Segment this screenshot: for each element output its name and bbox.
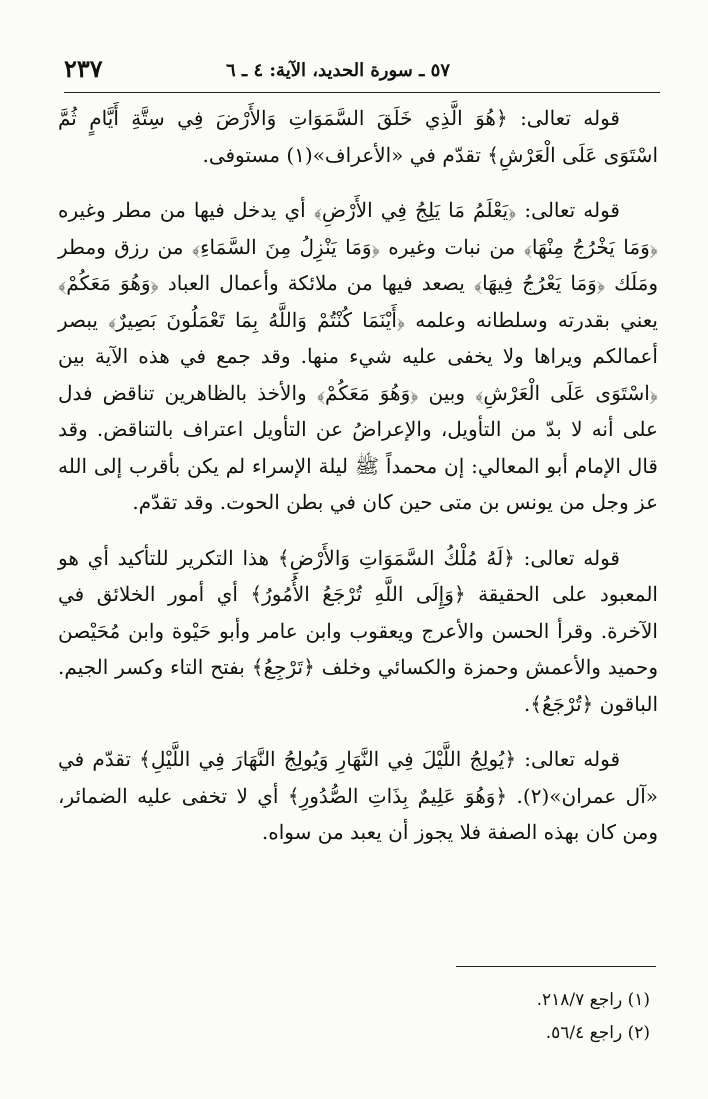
page-number: ٢٣٧ bbox=[64, 54, 103, 83]
page-header bbox=[64, 52, 660, 93]
paragraph-verse-5-mulk: قوله تعالى: ﴿لَهُ مُلْكُ السَّمَوَاتِ وَالأَرْضِ﴾ هذا التكرير للتأكيد أي هو المعبود على الحقيقة ﴿وَإِلَى اللَّهِ تُرْجَعُ الأُمُورُ﴾ أي أمور الخلائق في الآخرة. وقرأ الحسن والأعرج ويعقوب وابن عامر وأبو حَيْوة وابن مُحَيْصن وحميد والأعمش وحمزة والكسائي وخلف ﴿تَرْجِعُ﴾ بفتح التاء وكسر الجيم. الباقون ﴿تُرْجَعُ﴾. bbox=[58, 545, 658, 716]
paragraph-verse-4-istawa: قوله تعالى: ﴿هُوَ الَّذِي خَلَقَ السَّمَوَاتِ وَالأَرْضَ فِي سِتَّةِ أَيَّامٍ ثُمَّ اسْتَوَى عَلَى الْعَرْشِ﴾ تقدّم في «الأعراف»(١) مستوفى. bbox=[58, 106, 658, 167]
footnote-separator bbox=[456, 966, 656, 967]
running-title: ٥٧ ـ سورة الحديد، الآية: ٤ ـ ٦ bbox=[225, 60, 450, 81]
footnote-1: (١) راجع ٢١٨/٧. bbox=[536, 990, 650, 1010]
footnote-2: (٢) راجع ٥٦/٤. bbox=[545, 1023, 650, 1043]
paragraph-verse-4-yalam: قوله تعالى: ﴿يَعْلَمُ مَا يَلِجُ فِي الأَرْضِ﴾ أي يدخل فيها من مطر وغيره ﴿وَمَا يَخْرُجُ مِنْهَا﴾ من نبات وغيره ﴿وَمَا يَنْزِلُ مِنَ السَّمَاءِ﴾ من رزق ومطر ومَلَك ﴿وَمَا يَعْرُجُ فِيهَا﴾ يصعد فيها من ملائكة وأعمال العباد ﴿وَهُوَ مَعَكُمْ﴾ يعني بقدرته وسلطانه وعلمه ﴿أَيْنَمَا كُنْتُمْ وَاللَّهُ بِمَا تَعْمَلُونَ بَصِيرٌ﴾ يبصر أعمالكم ويراها ولا يخفى عليه شيء منها. وقد جمع في هذه الآية بين ﴿اسْتَوَى عَلَى الْعَرْشِ﴾ وبين ﴿وَهُوَ مَعَكُمْ﴾ والأخذ بالظاهرين تناقض فدل على أنه لا بدّ من التأويل، والإعراضُ عن التأويل اعتراف بالتناقض. وقد قال الإمام أبو المعالي: إن محمداً ﷺ ليلة الإسراء لم يكن بأقرب إلى الله عز وجل من يونس بن متى حين كان في بطن الحوت. وقد تقدّم. bbox=[58, 198, 658, 514]
footnotes bbox=[380, 984, 650, 1050]
paragraph-verse-6-yulij: قوله تعالى: ﴿يُولِجُ اللَّيْلَ فِي النَّهَارِ وَيُولِجُ النَّهَارَ فِي اللَّيْلِ﴾ تقدّم في «آل عمران»(٢). ﴿وَهُوَ عَلِيمٌ بِذَاتِ الصُّدُورِ﴾ أي لا تخفى عليه الضمائر، ومن كان بهذه الصفة فلا يجوز أن يعبد من سواه. bbox=[58, 747, 658, 844]
main-text bbox=[58, 100, 658, 870]
